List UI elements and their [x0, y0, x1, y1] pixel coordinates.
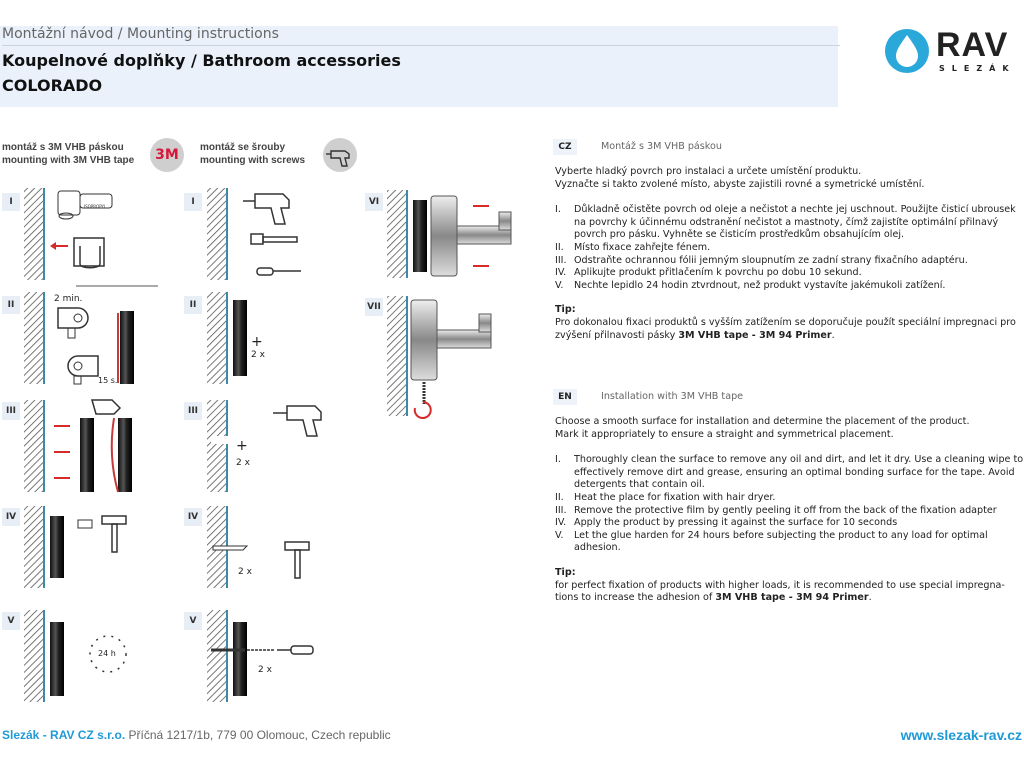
- rav-logo: [882, 26, 1022, 76]
- en-step: I. Thoroughly clean the surface to remove any oil and dirt, and let it dry. Use a cleaning wipe to effectively remove dirt and grease, ensuring an optimal bonding surface for the tape. Avoid detergents that contain oil.: [555, 454, 1024, 491]
- cz-step: II. Místo fixace zahřejte fénem.: [555, 241, 711, 253]
- cz-step: IV. Aplikujte produkt přitlačením k povrchu po dobu 10 sekund.: [555, 267, 862, 279]
- section-code-cz: CZ: [553, 139, 577, 155]
- label-plus: +: [236, 438, 248, 454]
- cz-tip-label: Tip:: [555, 304, 576, 316]
- step-badge: V: [184, 612, 202, 630]
- hand-wipe-icon: [74, 238, 104, 268]
- label-plus: +: [251, 334, 263, 350]
- en-step: V. Let the glue harden for 24 hours before subjecting the product to any load for optimal adhesion.: [555, 529, 988, 554]
- en-intro-1: Choose a smooth surface for installation and determine the placement of the product.: [555, 416, 970, 427]
- screwdriver-icon: [257, 268, 301, 275]
- step-badge: VII: [365, 298, 383, 316]
- hair-dryer-icon: [68, 356, 98, 384]
- step-badge: II: [2, 296, 20, 314]
- hammer-icon: [251, 234, 297, 244]
- en-step: II. Heat the place for fixation with hair dryer.: [555, 491, 776, 503]
- screw-illustrations: [205, 186, 355, 706]
- drill-icon: [323, 138, 357, 172]
- logo-sub: SLEZÁK: [939, 64, 1016, 73]
- en-tip-label: Tip:: [555, 566, 576, 578]
- method-screws-en: mounting with screws: [200, 155, 306, 166]
- section-title-cz: Montáž s 3M VHB páskou: [601, 141, 722, 152]
- water-drop-icon: [882, 26, 932, 76]
- cz-step: V. Nechte lepidlo 24 hodin ztvrdnout, než produkt vystavíte jakémukoli zatížení.: [555, 279, 946, 291]
- cz-intro-2: Vyznačte si takto zvolené místo, abyste zajistili rovné a symetrické umístění.: [555, 178, 925, 190]
- cz-text: [555, 166, 1024, 342]
- method-screws-cz: montáž se šrouby: [200, 142, 286, 153]
- step-badge: II: [184, 296, 202, 314]
- step-badge: I: [184, 193, 202, 211]
- step-badge: VI: [365, 193, 383, 211]
- cz-step: I. Důkladně očistěte povrch od oleje a nečistot a nechte jej uschnout. Použijte čisticí ubrousek na povrchy k účinnému odstranění nečistot a mastnoty, čímž zajistíte optimální přilnavý povrch pro pásku. Vyhněte se čisticím prostředkům obsahujícím olej.: [555, 204, 1016, 241]
- label-24h: 24 h: [98, 649, 116, 658]
- header-title: Koupelnové doplňky / Bathroom accessories: [2, 51, 401, 70]
- hair-dryer-icon: [58, 308, 88, 338]
- method-tape-cz: montáž s 3M VHB páskou: [2, 142, 124, 153]
- logo-brand: RAV: [936, 26, 1009, 64]
- footer-company: Slezák - RAV CZ s.r.o. Příčná 1217/1b, 779 00 Olomouc, Czech republic: [2, 728, 391, 742]
- en-step: IV. Apply the product by pressing it against the surface for 10 seconds: [555, 517, 898, 529]
- method-screws-label: [200, 141, 305, 167]
- section-code-en: EN: [553, 389, 577, 405]
- rotate-arrow-icon: [415, 402, 431, 418]
- step-badge: I: [2, 193, 20, 211]
- cz-step: III. Odstraňte ochrannou fólii jemným sloupnutím ze zadní strany fixačního adaptéru.: [555, 254, 968, 266]
- label-2x: 2 x: [238, 567, 252, 577]
- step-badge: IV: [2, 508, 20, 526]
- label-2x: 2 x: [258, 665, 272, 675]
- section-title-en: Installation with 3M VHB tape: [601, 391, 744, 402]
- hand-peel-icon: [92, 400, 120, 414]
- final-illustrations: [385, 186, 535, 431]
- step-badge: III: [184, 402, 202, 420]
- en-step: III. Remove the protective film by gently peeling it off from the back of the fixation adapter: [555, 504, 997, 516]
- header-subtitle: Montážní návod / Mounting instructions: [2, 26, 840, 46]
- label-15s: 15 s.: [98, 376, 118, 385]
- step-badge: IV: [184, 508, 202, 526]
- label-isopropyl: ISOPROPYL: [84, 204, 107, 209]
- hammer-icon: [102, 516, 126, 552]
- 3m-icon: 3M: [150, 138, 184, 172]
- tape-illustrations: [22, 186, 162, 706]
- header-band: [0, 26, 838, 107]
- en-intro-2: Mark it appropriately to ensure a straight and symmetrical placement.: [555, 428, 894, 440]
- step-badge: III: [2, 402, 20, 420]
- footer-website-link[interactable]: www.slezak-rav.cz: [900, 727, 1022, 743]
- drill-icon: [243, 194, 289, 224]
- method-tape-en: mounting with 3M VHB tape: [2, 155, 135, 166]
- step-badge: V: [2, 612, 20, 630]
- cz-tip: Pro dokonalou fixaci produktů s vyšším zatížením se doporučuje použít speciální impregnaci pro zvýšení přilnavosti pásky 3M VHB tape - 3M 94 Primer.: [555, 316, 1016, 341]
- hammer-icon: [285, 542, 309, 578]
- screwdriver-icon: [277, 646, 313, 654]
- en-text: [555, 416, 1024, 605]
- method-tape-label: [2, 141, 134, 167]
- en-steps: [555, 454, 1024, 555]
- label-2x: 2 x: [251, 350, 265, 360]
- en-tip: for perfect fixation of products with higher loads, it is recommended to use special impregna-tions to increase the adhesion of 3M VHB tape - 3M 94 Primer.: [555, 579, 1005, 604]
- label-2x: 2 x: [236, 458, 250, 468]
- wall-plug-icon: [213, 546, 247, 550]
- drill-icon: [273, 406, 321, 436]
- product-name: COLORADO: [2, 76, 103, 95]
- cz-steps: [555, 204, 1024, 292]
- cz-intro-1: Vyberte hladký povrch pro instalaci a určete umístění produktu.: [555, 166, 862, 177]
- label-2min: 2 min.: [54, 294, 83, 304]
